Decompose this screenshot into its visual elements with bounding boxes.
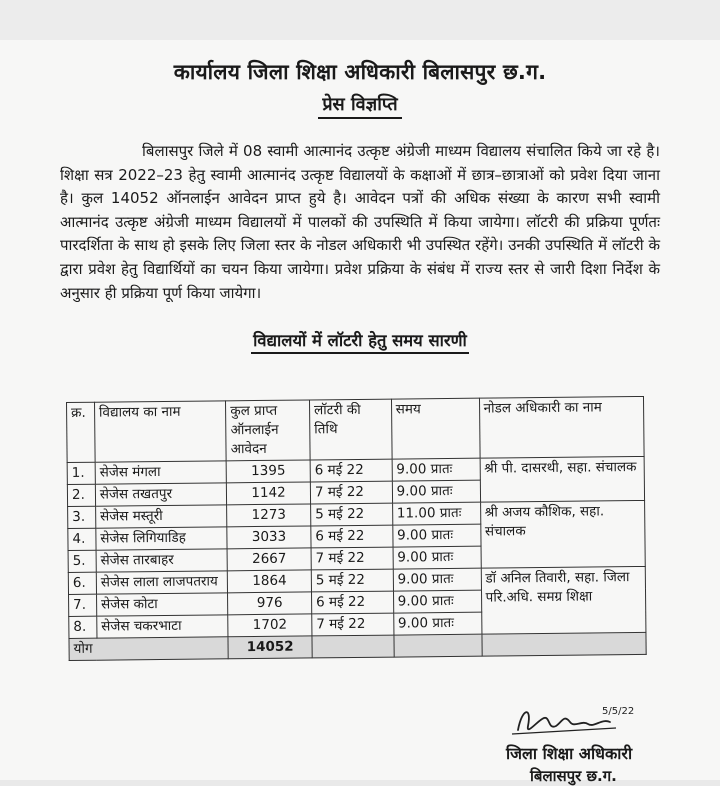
row-officer: श्री अजय कौशिक, सहा. संचालक bbox=[480, 500, 645, 568]
row-date: 7 मई 22 bbox=[312, 613, 394, 636]
row-applications: 1864 bbox=[227, 570, 311, 593]
press-release-body: बिलासपुर जिले में 08 स्वामी आत्मानंद उत्कृष्ट अंग्रेजी माध्यम विद्यालय संचालित किये जा रहे है। शिक्षा सत्र 2022–23 हेतु स्वामी आत्मानंद उत्कृष्ट विद्यालयों के कक्षाओं में छात्र–छात्राओं को प्रवेश दिया जाना है। कुल 14052 ऑनलाईन आवेदन प्राप्त हुये है। आवेदन पत्रों की अधिक संख्या के कारण सभी स्वामी आत्मानंद उत्कृष्ट अंग्रेजी माध्यम विद्यालयों में पालकों की उपस्थिति में किया जायेगा। लॉटरी की प्रक्रिया पूर्णतः पारदर्शिता के साथ हो इसके लिए जिला स्तर के नोडल अधिकारी भी उपस्थित रहेंगे। उनकी उपस्थिति में लॉटरी के द्वारा प्रवेश हेतु विद्यार्थियों का चयन किया जायेगा। प्रवेश प्रक्रिया के संबंध में राज्य स्तर से जारी दिशा निर्देश के अनुसार ही प्रक्रिया पूर्ण किया जायेगा। bbox=[60, 142, 660, 302]
office-title: कार्यालय जिला शिक्षा अधिकारी बिलासपुर छ.ग. bbox=[173, 60, 547, 84]
row-serial: 2. bbox=[67, 484, 95, 506]
table-row bbox=[68, 566, 645, 594]
row-serial: 4. bbox=[68, 528, 96, 550]
row-school-name: सेजेस लाला लाजपतराय bbox=[96, 571, 228, 594]
table-row bbox=[68, 500, 645, 528]
row-applications: 1273 bbox=[227, 504, 311, 527]
row-time: 9.00 प्रातः bbox=[393, 612, 481, 635]
row-officer: श्री पी. दासरथी, सहा. संचालक bbox=[480, 456, 645, 502]
row-serial: 8. bbox=[69, 616, 97, 638]
header-serial: क्र. bbox=[67, 402, 96, 462]
row-school-name: सेजेस कोटा bbox=[96, 593, 228, 616]
row-applications: 1395 bbox=[226, 460, 310, 483]
row-applications: 3033 bbox=[227, 526, 311, 549]
total-empty-cell bbox=[394, 634, 482, 657]
row-time: 9.00 प्रातः bbox=[393, 590, 481, 613]
total-empty-cell bbox=[312, 635, 394, 658]
row-time: 9.00 प्रातः bbox=[393, 546, 481, 569]
total-empty-cell bbox=[482, 632, 647, 656]
total-label: योग bbox=[69, 637, 228, 661]
signatory-location: बिलासपुर छ.ग. bbox=[530, 767, 617, 785]
row-time: 9.00 प्रातः bbox=[392, 524, 480, 547]
row-school-name: सेजेस तखतपुर bbox=[95, 483, 227, 506]
row-time: 9.00 प्रातः bbox=[392, 480, 480, 503]
row-date: 6 मई 22 bbox=[311, 591, 393, 614]
signature-icon bbox=[498, 700, 638, 744]
press-release-text: प्रेस विज्ञप्ति bbox=[318, 94, 401, 119]
header-lottery-date: लॉटरी की तिथि bbox=[309, 399, 391, 460]
row-date: 7 मई 22 bbox=[310, 481, 392, 504]
row-applications: 1142 bbox=[227, 482, 311, 505]
schedule-heading bbox=[0, 328, 720, 351]
row-date: 6 मई 22 bbox=[310, 459, 392, 482]
header-applications: कुल प्राप्त ऑनलाईन आवेदन bbox=[226, 400, 310, 461]
row-date: 5 मई 22 bbox=[311, 503, 393, 526]
row-school-name: सेजेस लिगियाडिह bbox=[96, 527, 228, 550]
header-school-name: विद्यालय का नाम bbox=[94, 401, 226, 462]
row-school-name: सेजेस मंगला bbox=[95, 461, 227, 484]
row-date: 5 मई 22 bbox=[311, 569, 393, 592]
row-serial: 7. bbox=[69, 594, 97, 616]
row-applications: 976 bbox=[228, 592, 312, 615]
row-time: 9.00 प्रातः bbox=[392, 458, 480, 481]
row-applications: 2667 bbox=[227, 548, 311, 571]
row-school-name: सेजेस तारबाहर bbox=[96, 549, 228, 572]
row-time: 9.00 प्रातः bbox=[393, 568, 481, 591]
row-serial: 6. bbox=[68, 572, 96, 594]
header-time: समय bbox=[391, 398, 480, 459]
row-time: 11.00 प्रातः bbox=[392, 502, 480, 525]
press-release-heading bbox=[0, 92, 720, 116]
lottery-schedule-table bbox=[66, 396, 647, 661]
row-officer: डॉ अनिल तिवारी, सहा. जिला परि.अधि. समग्र शिक्षा bbox=[481, 566, 646, 634]
signatory-title: जिला शिक्षा अधिकारी bbox=[506, 744, 633, 763]
row-date: 6 मई 22 bbox=[311, 525, 393, 548]
table-row bbox=[67, 456, 644, 484]
row-school-name: सेजेस चकरभाटा bbox=[97, 615, 229, 638]
row-date: 7 मई 22 bbox=[311, 547, 393, 570]
table-header-row bbox=[67, 396, 645, 462]
row-serial: 3. bbox=[68, 506, 96, 528]
top-margin bbox=[0, 0, 720, 40]
schedule-heading-text: विद्यालयों में लॉटरी हेतु समय सारणी bbox=[251, 331, 469, 354]
row-serial: 5. bbox=[68, 550, 96, 572]
signature-date: 5/5/22 bbox=[602, 706, 635, 717]
row-applications: 1702 bbox=[228, 614, 312, 637]
row-serial: 1. bbox=[67, 462, 95, 484]
header-nodal-officer: नोडल अधिकारी का नाम bbox=[479, 396, 644, 458]
total-value: 14052 bbox=[228, 636, 312, 659]
row-school-name: सेजेस मस्तूरी bbox=[95, 505, 227, 528]
